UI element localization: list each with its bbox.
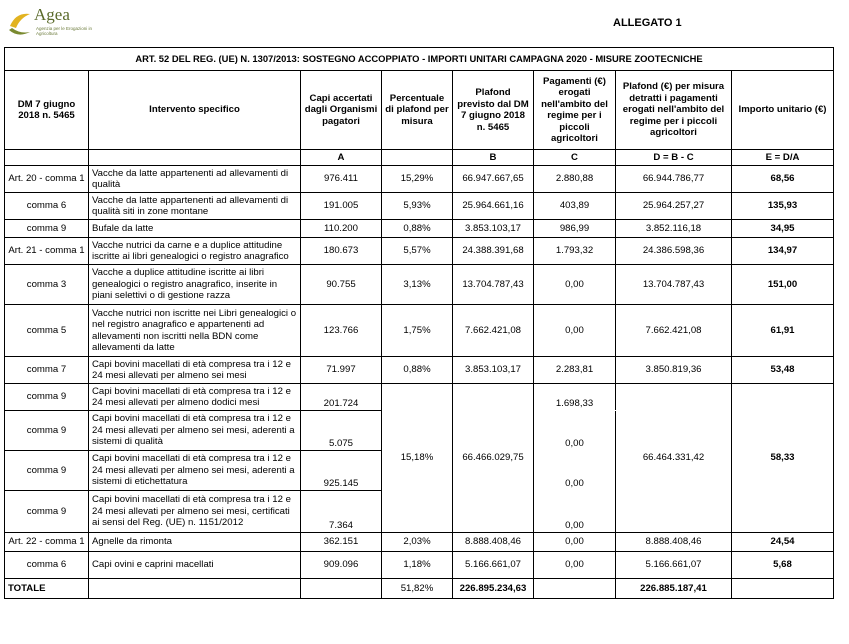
desc-cell: Vacche nutrici da carne e a duplice attitudine iscritte ai libri genealogici o registro anagrafico: [89, 238, 301, 265]
importo-cell: 34,95: [732, 220, 834, 238]
table-row: [5, 357, 834, 384]
allegato-label: ALLEGATO 1: [613, 17, 682, 29]
pagamenti-cell: 0,00: [534, 491, 616, 533]
importo-cell: 53,48: [732, 357, 834, 384]
desc-cell: Capi ovini e caprini macellati: [89, 552, 301, 579]
desc-cell: Capi bovini macellati di età compresa tra i 12 e 24 mesi allevati per almeno dodici mesi: [89, 384, 301, 411]
table-row: [5, 166, 834, 193]
formula-cell: [382, 150, 453, 166]
table-title-row: [5, 48, 834, 71]
pagamenti-cell: 1.698,33: [534, 384, 616, 411]
capi-cell: 909.096: [301, 552, 382, 579]
capi-cell: 201.724: [301, 384, 382, 411]
capi-cell: 7.364: [301, 491, 382, 533]
total-plafond: 226.895.234,63: [453, 579, 534, 599]
capi-cell: 191.005: [301, 193, 382, 220]
desc-cell: Capi bovini macellati di età compresa tra i 12 e 24 mesi allevati per almeno sei mesi, certificati ai sensi del Reg. (UE) n. 1151/2012: [89, 491, 301, 533]
desc-cell: Vacche da latte appartenenti ad allevamenti di qualità siti in zone montane: [89, 193, 301, 220]
capi-cell: 925.145: [301, 451, 382, 491]
ref-cell: Art. 20 - comma 1: [5, 166, 89, 193]
perc-cell: 15,18%: [382, 384, 453, 533]
detratti-cell: 13.704.787,43: [616, 265, 732, 305]
pagamenti-cell: 986,99: [534, 220, 616, 238]
ref-cell: comma 6: [5, 552, 89, 579]
capi-cell: 71.997: [301, 357, 382, 384]
ref-cell: Art. 22 - comma 1: [5, 533, 89, 552]
pagamenti-cell: 1.793,32: [534, 238, 616, 265]
capi-cell: 123.766: [301, 305, 382, 357]
agea-logo: [6, 4, 96, 44]
importo-cell: 61,91: [732, 305, 834, 357]
col-header: Percentuale di plafond per misura: [382, 71, 453, 150]
desc-cell: Vacche da latte appartenenti ad allevamenti di qualità: [89, 166, 301, 193]
ref-cell: comma 6: [5, 193, 89, 220]
col-header: Pagamenti (€) erogati nell'ambito del regime per i piccoli agricoltori: [534, 71, 616, 150]
pagamenti-cell: 0,00: [534, 411, 616, 451]
desc-cell: Capi bovini macellati di età compresa tra i 12 e 24 mesi allevati per almeno sei mesi, aderenti a sistemi di qualità: [89, 411, 301, 451]
formula-cell: [89, 150, 301, 166]
plafond-cell: 3.853.103,17: [453, 357, 534, 384]
desc-cell: Capi bovini macellati di età compresa tra i 12 e 24 mesi allevati per almeno sei mesi: [89, 357, 301, 384]
detratti-cell: 3.850.819,36: [616, 357, 732, 384]
perc-cell: 3,13%: [382, 265, 453, 305]
table-row: [5, 552, 834, 579]
capi-cell: 976.411: [301, 166, 382, 193]
detratti-cell: 66.944.786,77: [616, 166, 732, 193]
plafond-cell: 24.388.391,68: [453, 238, 534, 265]
ref-cell: Art. 21 - comma 1: [5, 238, 89, 265]
desc-cell: Agnelle da rimonta: [89, 533, 301, 552]
ref-cell: comma 3: [5, 265, 89, 305]
pagamenti-cell: 0,00: [534, 451, 616, 491]
detratti-cell: 3.852.116,18: [616, 220, 732, 238]
detratti-cell: 25.964.257,27: [616, 193, 732, 220]
col-header: Capi accertati dagli Organismi pagatori: [301, 71, 382, 150]
detratti-cell: 66.464.331,42: [616, 384, 732, 533]
ref-cell: comma 9: [5, 451, 89, 491]
importo-cell: 68,56: [732, 166, 834, 193]
pagamenti-cell: 403,89: [534, 193, 616, 220]
detratti-cell: 5.166.661,07: [616, 552, 732, 579]
capi-cell: 180.673: [301, 238, 382, 265]
importo-cell: 5,68: [732, 552, 834, 579]
desc-cell: Vacche nutrici non iscritte nei Libri genealogici o nel registro anagrafico e appartenenti ad allevamenti non iscritti nella BDN come allevamenti da latte: [89, 305, 301, 357]
table-row: [5, 238, 834, 265]
empty-cell: [301, 579, 382, 599]
ref-cell: comma 9: [5, 220, 89, 238]
importo-cell: 151,00: [732, 265, 834, 305]
perc-cell: 2,03%: [382, 533, 453, 552]
formula-cell: D = B - C: [616, 150, 732, 166]
empty-cell: [89, 579, 301, 599]
measures-table: [4, 47, 834, 599]
plafond-cell: 7.662.421,08: [453, 305, 534, 357]
pagamenti-cell: 0,00: [534, 533, 616, 552]
perc-cell: 5,57%: [382, 238, 453, 265]
total-detratti: 226.885.187,41: [616, 579, 732, 599]
capi-cell: 110.200: [301, 220, 382, 238]
plafond-cell: 5.166.661,07: [453, 552, 534, 579]
formula-cell: E = D/A: [732, 150, 834, 166]
desc-cell: Vacche a duplice attitudine iscritte ai libri genealogici o registro anagrafico, inserite in piani selettivi o di gestione razza: [89, 265, 301, 305]
col-header: Plafond (€) per misura detratti i pagamenti erogati nell'ambito del regime per i piccoli agricoltori: [616, 71, 732, 150]
table-row: [5, 265, 834, 305]
logo-subtitle: Agenzia per le Erogazioni in Agricoltura: [36, 26, 93, 36]
col-header: DM 7 giugno 2018 n. 5465: [5, 71, 89, 150]
pagamenti-cell: 2.283,81: [534, 357, 616, 384]
col-header: Intervento specifico: [89, 71, 301, 150]
logo-text: Agea: [34, 5, 70, 24]
perc-cell: 0,88%: [382, 357, 453, 384]
table-row: [5, 220, 834, 238]
capi-cell: 362.151: [301, 533, 382, 552]
empty-cell: [732, 579, 834, 599]
formula-cell: A: [301, 150, 382, 166]
table-row: [5, 305, 834, 357]
table-row: [5, 193, 834, 220]
plafond-cell: 66.947.667,65: [453, 166, 534, 193]
col-header: Plafond previsto dal DM 7 giugno 2018 n. 5465: [453, 71, 534, 150]
formula-cell: C: [534, 150, 616, 166]
plafond-cell: 3.853.103,17: [453, 220, 534, 238]
pagamenti-cell: 0,00: [534, 265, 616, 305]
formula-cell: B: [453, 150, 534, 166]
capi-cell: 5.075: [301, 411, 382, 451]
plafond-cell: 25.964.661,16: [453, 193, 534, 220]
ref-cell: comma 7: [5, 357, 89, 384]
total-row: [5, 579, 834, 599]
ref-cell: comma 9: [5, 411, 89, 451]
plafond-cell: 66.466.029,75: [453, 384, 534, 533]
ref-cell: comma 5: [5, 305, 89, 357]
desc-cell: Bufale da latte: [89, 220, 301, 238]
detratti-cell: 7.662.421,08: [616, 305, 732, 357]
ref-cell: comma 9: [5, 491, 89, 533]
importo-cell: 24,54: [732, 533, 834, 552]
detratti-cell: 24.386.598,36: [616, 238, 732, 265]
table-row: [5, 384, 834, 411]
total-perc: 51,82%: [382, 579, 453, 599]
agea-logo-icon: [6, 4, 34, 42]
empty-cell: [534, 579, 616, 599]
importo-cell: 134,97: [732, 238, 834, 265]
perc-cell: 1,75%: [382, 305, 453, 357]
plafond-cell: 13.704.787,43: [453, 265, 534, 305]
perc-cell: 5,93%: [382, 193, 453, 220]
formula-row: [5, 150, 834, 166]
capi-cell: 90.755: [301, 265, 382, 305]
desc-cell: Capi bovini macellati di età compresa tra i 12 e 24 mesi allevati per almeno sei mesi, aderenti a sistemi di etichettatura: [89, 451, 301, 491]
ref-cell: comma 9: [5, 384, 89, 411]
importo-cell: 135,93: [732, 193, 834, 220]
column-header-row: [5, 71, 834, 150]
importo-cell: 58,33: [732, 384, 834, 533]
perc-cell: 1,18%: [382, 552, 453, 579]
pagamenti-cell: 0,00: [534, 305, 616, 357]
pagamenti-cell: 2.880,88: [534, 166, 616, 193]
detratti-cell: 8.888.408,46: [616, 533, 732, 552]
total-label: TOTALE: [5, 579, 89, 599]
pagamenti-cell: 0,00: [534, 552, 616, 579]
plafond-cell: 8.888.408,46: [453, 533, 534, 552]
perc-cell: 15,29%: [382, 166, 453, 193]
perc-cell: 0,88%: [382, 220, 453, 238]
col-header: Importo unitario (€): [732, 71, 834, 150]
formula-cell: [5, 150, 89, 166]
table-title: ART. 52 DEL REG. (UE) N. 1307/2013: SOSTEGNO ACCOPPIATO - IMPORTI UNITARI CAMPAGNA 2020 - MISURE ZOOTECNICHE: [5, 48, 834, 71]
table-row: [5, 533, 834, 552]
